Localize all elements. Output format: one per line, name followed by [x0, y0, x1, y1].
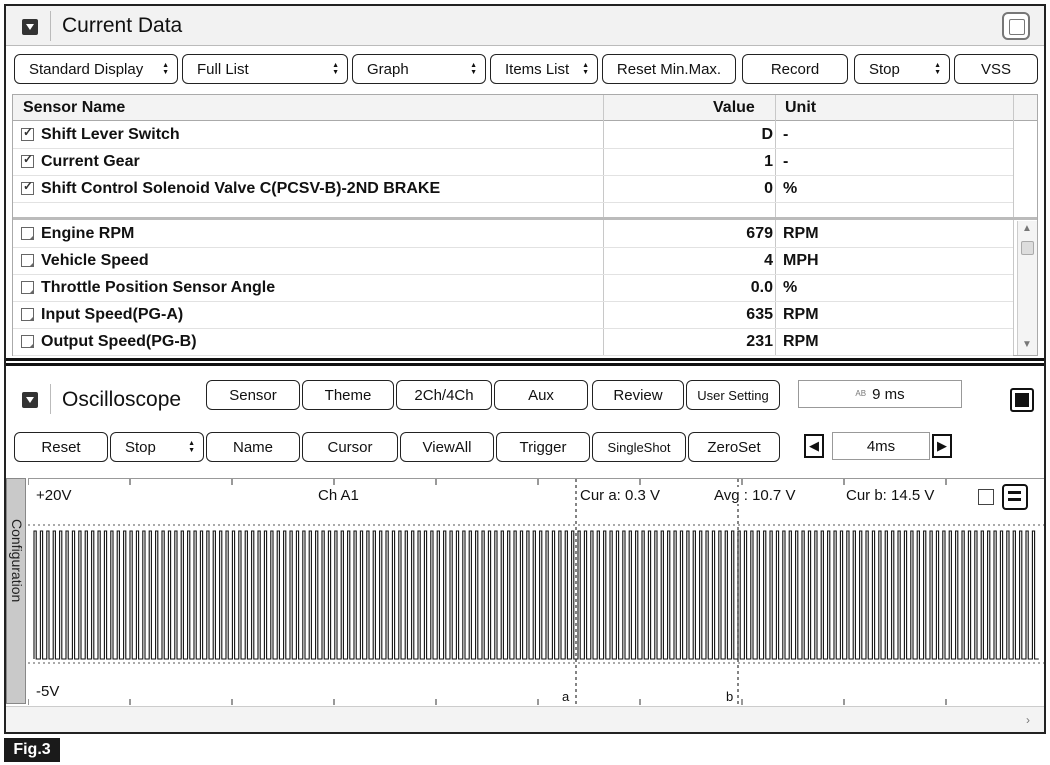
- scope-display[interactable]: [28, 478, 1044, 704]
- configuration-tab-label: Configuration: [9, 519, 25, 603]
- button-label: User Setting: [697, 387, 769, 403]
- sensor-value: 0: [764, 180, 773, 197]
- cursor-a-readout: Cur a: 0.3 V: [580, 487, 661, 504]
- sensor-unit: RPM: [783, 306, 819, 323]
- table-scrollbar[interactable]: [1017, 221, 1037, 355]
- sensor-name: Shift Control Solenoid Valve C(PCSV-B)-2ND BRAKE: [41, 180, 441, 197]
- sensor-name: Shift Lever Switch: [41, 126, 180, 143]
- sensor-value: 231: [746, 333, 773, 350]
- app-window: [4, 4, 1046, 734]
- row-checkbox[interactable]: [21, 128, 34, 141]
- sensor-name: Input Speed(PG-A): [41, 306, 184, 323]
- waveform-canvas: [28, 479, 1044, 705]
- dropdown-arrow-icon: ▲ ▼: [188, 440, 195, 454]
- table-row[interactable]: [13, 122, 1013, 149]
- average-readout: Avg : 10.7 V: [714, 487, 796, 504]
- timebase-decrease-icon[interactable]: ◀: [804, 434, 824, 458]
- collapse-icon[interactable]: [22, 392, 38, 408]
- table-row[interactable]: [13, 329, 1013, 356]
- scope-scrollbar[interactable]: [6, 706, 1044, 732]
- sensor-unit: MPH: [783, 252, 819, 269]
- viewall-button[interactable]: [400, 432, 494, 462]
- oscilloscope-header: [6, 368, 1044, 418]
- record-button[interactable]: [742, 54, 848, 84]
- table-row[interactable]: [13, 248, 1013, 275]
- button-label: ZeroSet: [707, 438, 761, 456]
- sensor-unit: %: [783, 279, 798, 296]
- sensor-unit: RPM: [783, 225, 819, 242]
- button-label: Stop: [869, 60, 900, 78]
- dropdown-arrow-icon: ▲ ▼: [332, 62, 339, 76]
- full-list-button[interactable]: [182, 54, 348, 84]
- button-label: Review: [613, 386, 663, 404]
- pinned-separator: [13, 217, 1037, 220]
- cursor-button[interactable]: [302, 432, 398, 462]
- sensor-name: Engine RPM: [41, 225, 135, 242]
- panel-divider[interactable]: [6, 358, 1044, 366]
- timebase-increase-icon[interactable]: ▶: [932, 434, 952, 458]
- reset-button[interactable]: [14, 432, 108, 462]
- figure-label: Fig.3: [4, 738, 60, 762]
- sensor-unit: -: [783, 153, 789, 170]
- cursor-a-tag[interactable]: a: [562, 689, 570, 704]
- button-label: Record: [770, 60, 820, 78]
- table-row[interactable]: [13, 149, 1013, 176]
- sensor-unit: -: [783, 126, 789, 143]
- button-label: Items List: [505, 60, 570, 78]
- sensor-value: 0.0: [750, 279, 773, 296]
- button-label: Cursor: [327, 438, 373, 456]
- stop-button[interactable]: [854, 54, 950, 84]
- time-readout-value: 9 ms: [872, 385, 905, 403]
- row-checkbox[interactable]: [21, 281, 34, 294]
- zeroset-button[interactable]: [688, 432, 780, 462]
- sensor-button[interactable]: [206, 380, 300, 410]
- sensor-value: D: [761, 126, 773, 143]
- items-list-button[interactable]: [490, 54, 598, 84]
- button-label: Graph: [367, 60, 409, 78]
- column-value[interactable]: Value: [713, 99, 755, 116]
- button-label: Stop: [125, 438, 156, 456]
- sensor-value: 679: [746, 225, 773, 242]
- row-checkbox[interactable]: [21, 335, 34, 348]
- button-label: Reset Min.Max.: [616, 60, 722, 78]
- y-min-label: -5V: [36, 683, 60, 700]
- cursor-b-tag[interactable]: b: [726, 689, 734, 704]
- table-row[interactable]: [13, 302, 1013, 329]
- configuration-tab[interactable]: [6, 478, 26, 704]
- y-max-label: +20V: [36, 487, 72, 504]
- user-setting-button[interactable]: [686, 380, 780, 410]
- reset-min-max-button[interactable]: [602, 54, 736, 84]
- cursor-b-readout: Cur b: 14.5 V: [846, 487, 935, 504]
- name-button[interactable]: [206, 432, 300, 462]
- scroll-thumb[interactable]: [1021, 241, 1034, 255]
- standard-display-button[interactable]: [14, 54, 178, 84]
- button-label: ViewAll: [422, 438, 472, 456]
- sensor-name: Throttle Position Sensor Angle: [41, 279, 276, 296]
- sensor-name: Vehicle Speed: [41, 252, 149, 269]
- button-label: 2Ch/4Ch: [414, 386, 474, 404]
- channel-label: Ch A1: [318, 487, 359, 504]
- cursor-delta-icon: AB: [855, 389, 867, 398]
- collapse-icon[interactable]: [22, 19, 38, 35]
- sensor-table: [12, 94, 1038, 356]
- singleshot-button[interactable]: [592, 432, 686, 462]
- table-row[interactable]: [13, 176, 1013, 203]
- aux-button[interactable]: [494, 380, 588, 410]
- table-row[interactable]: [13, 221, 1013, 248]
- theme-button[interactable]: [302, 380, 394, 410]
- timebase-value: 4ms: [832, 432, 930, 460]
- time-readout: [798, 380, 962, 408]
- sensor-name: Current Gear: [41, 153, 140, 170]
- button-label: Name: [232, 438, 273, 456]
- row-checkbox[interactable]: [21, 182, 34, 195]
- 2ch-4ch-button[interactable]: [396, 380, 492, 410]
- scroll-right-icon[interactable]: ›: [1026, 713, 1030, 727]
- column-sensor-name[interactable]: Sensor Name: [23, 99, 126, 116]
- button-label: Sensor: [229, 386, 277, 404]
- dropdown-arrow-icon: ▲ ▼: [470, 62, 477, 76]
- button-label: SingleShot: [607, 439, 671, 455]
- scroll-down-icon[interactable]: ▼: [1022, 339, 1032, 350]
- title-separator: [50, 11, 51, 41]
- panel-title-current-data: Current Data: [62, 14, 183, 37]
- button-label: Trigger: [519, 438, 567, 456]
- dropdown-arrow-icon: ▲ ▼: [934, 62, 941, 76]
- column-unit[interactable]: Unit: [785, 99, 817, 116]
- panel-title-oscilloscope: Oscilloscope: [62, 388, 182, 411]
- graph-button[interactable]: [352, 54, 486, 84]
- sensor-value: 1: [764, 153, 773, 170]
- waveform-trace: [34, 531, 1039, 659]
- button-label: VSS: [980, 60, 1011, 78]
- button-label: Aux: [528, 386, 554, 404]
- trigger-button[interactable]: [496, 432, 590, 462]
- sensor-value: 635: [746, 306, 773, 323]
- review-button[interactable]: [592, 380, 684, 410]
- channel-checkbox[interactable]: [978, 489, 994, 505]
- column-divider: [1013, 95, 1014, 355]
- button-label: Standard Display: [29, 60, 144, 78]
- button-label: Theme: [324, 386, 372, 404]
- button-label: Full List: [197, 60, 249, 78]
- table-header: [13, 95, 1037, 121]
- stop-record-icon[interactable]: [1010, 388, 1034, 412]
- scroll-up-icon[interactable]: ▲: [1022, 223, 1032, 234]
- maximize-icon[interactable]: [1002, 12, 1030, 40]
- button-label: Reset: [41, 438, 81, 456]
- sensor-name: Output Speed(PG-B): [41, 333, 197, 350]
- sensor-unit: %: [783, 180, 798, 197]
- title-separator: [50, 384, 51, 414]
- stop-button[interactable]: [110, 432, 204, 462]
- row-checkbox[interactable]: [21, 155, 34, 168]
- dropdown-arrow-icon: ▲ ▼: [582, 62, 589, 76]
- row-checkbox[interactable]: [21, 227, 34, 240]
- row-checkbox[interactable]: [21, 308, 34, 321]
- current-data-header: [6, 6, 1044, 46]
- vss-button[interactable]: [954, 54, 1038, 84]
- sensor-unit: RPM: [783, 333, 819, 350]
- row-checkbox[interactable]: [21, 254, 34, 267]
- table-row[interactable]: [13, 275, 1013, 302]
- sensor-value: 4: [764, 252, 773, 269]
- dropdown-arrow-icon: ▲ ▼: [162, 62, 169, 76]
- menu-icon[interactable]: [1002, 484, 1028, 510]
